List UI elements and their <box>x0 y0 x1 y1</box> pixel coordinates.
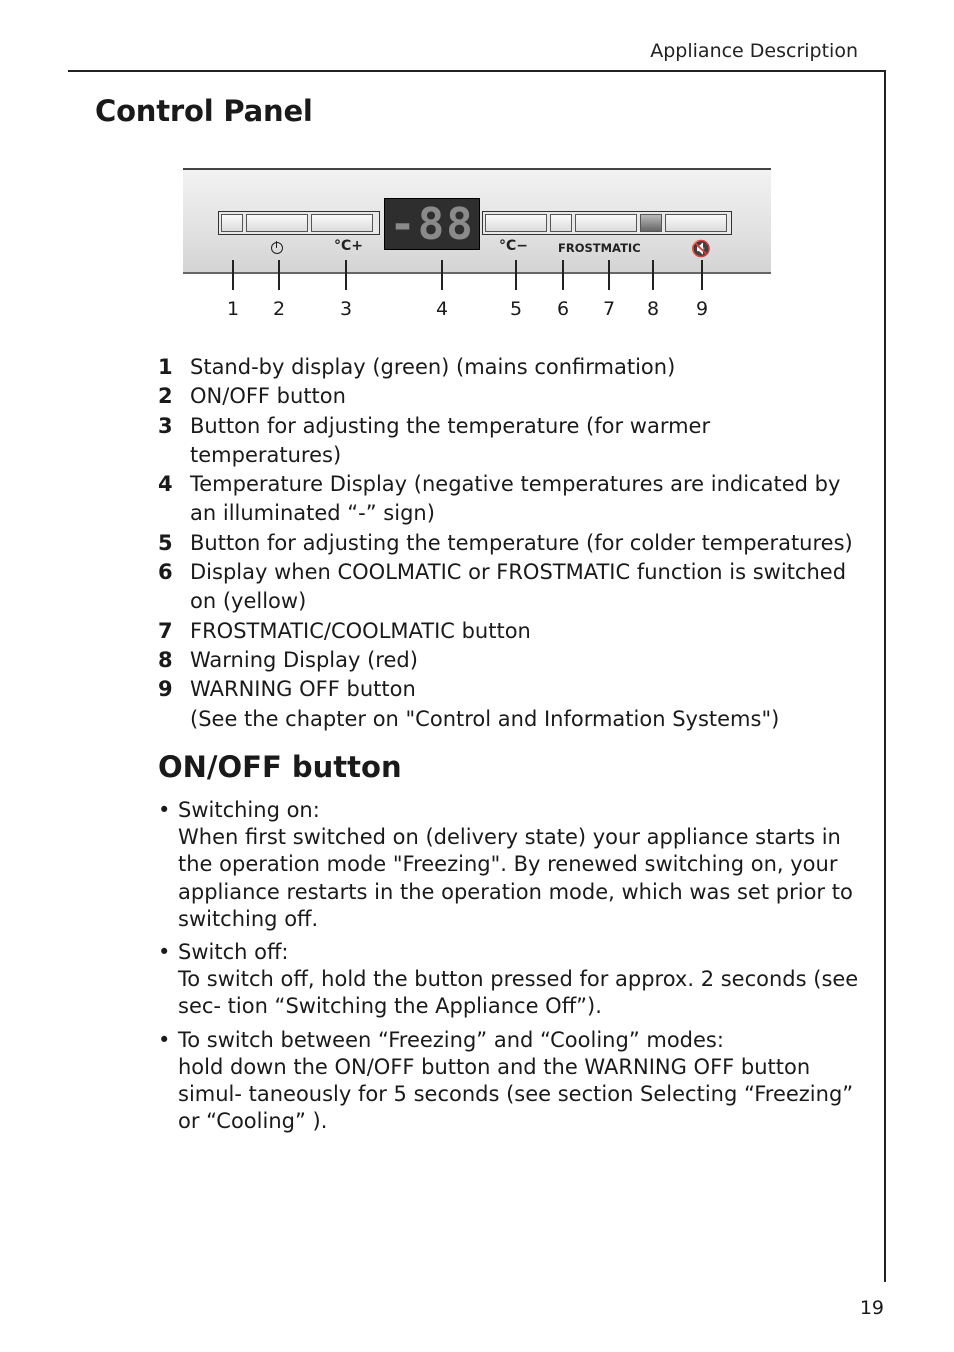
list-item <box>158 558 858 617</box>
bullet-list <box>158 797 863 1141</box>
margin-rule <box>884 70 886 1282</box>
list-item <box>158 412 858 471</box>
item-text: Button for adjusting the temperature (for warmer temperatures) <box>190 413 711 467</box>
item-number: 1 <box>158 355 173 379</box>
power-icon <box>271 242 283 254</box>
warmer-button-figure <box>311 214 373 232</box>
callout-number: 8 <box>646 298 660 320</box>
item-number: 8 <box>158 647 173 672</box>
control-panel-figure <box>183 168 771 274</box>
callout-number: 3 <box>339 298 353 320</box>
leader-line <box>232 260 234 290</box>
bullet-item <box>158 939 863 1021</box>
page-title: Control Panel <box>95 94 313 128</box>
bullet-body: To switch off, hold the button pressed for approx. 2 seconds (see sec- tion “Switching the Appliance Off”). <box>178 967 859 1019</box>
callout-number: 6 <box>556 298 570 320</box>
callout-number: 5 <box>509 298 523 320</box>
onoff-button-figure <box>246 214 308 232</box>
item-number: 5 <box>158 530 173 555</box>
list-item <box>158 617 858 646</box>
list-item <box>158 529 858 558</box>
item-number: 3 <box>158 413 173 438</box>
left-button-group <box>218 211 380 235</box>
item-number: 2 <box>158 384 173 409</box>
item-text: Temperature Display (negative temperatures are indicated by an illuminated “-” sign) <box>190 472 841 526</box>
callout-number: 1 <box>226 298 240 320</box>
item-number: 9 <box>158 677 173 702</box>
speaker-mute-icon: 🔇 <box>691 239 711 258</box>
callout-number: 7 <box>602 298 616 320</box>
leader-line <box>345 260 347 290</box>
bullet-head: Switching on: <box>178 798 320 822</box>
leader-line <box>515 260 517 290</box>
leader-line <box>441 260 443 290</box>
item-text: FROSTMATIC/COOLMATIC button <box>190 618 531 643</box>
list-item <box>158 382 858 411</box>
item-number: 6 <box>158 560 173 585</box>
warning-indicator <box>640 214 662 232</box>
item-text: Button for adjusting the temperature (for colder temperatures) <box>190 530 853 555</box>
list-note <box>158 705 858 734</box>
item-number: 4 <box>158 472 173 497</box>
list-item <box>158 470 858 529</box>
temperature-display-figure: -88 <box>384 198 480 250</box>
leader-line <box>562 260 564 290</box>
note-text: (See the chapter on "Control and Information Systems") <box>190 706 780 731</box>
item-text: ON/OFF button <box>190 384 346 409</box>
component-list <box>158 353 858 734</box>
leader-line <box>652 260 654 290</box>
colder-button-figure <box>485 214 547 232</box>
colder-label: °C− <box>499 238 529 254</box>
bullet-head: Switch off: <box>178 940 289 965</box>
bullet-body: hold down the ON/OFF button and the WARNING OFF button simul- taneously for 5 seconds (see section Selecting “Freezing” or “Cooling” ). <box>178 1054 854 1134</box>
frostmatic-indicator <box>550 214 572 232</box>
list-item <box>158 646 858 675</box>
page-number: 19 <box>859 1297 884 1319</box>
warning-off-button-figure <box>665 214 727 232</box>
item-text: Warning Display (red) <box>190 647 418 672</box>
warmer-label: °C+ <box>334 238 364 254</box>
frostmatic-button-figure <box>575 214 637 232</box>
list-item <box>158 675 858 704</box>
header-rule <box>68 70 886 72</box>
item-number: 7 <box>158 618 173 643</box>
frostmatic-label: FROSTMATIC <box>558 241 641 255</box>
item-text: Stand-by display (green) (mains confirmation) <box>190 355 676 379</box>
right-button-group <box>482 211 732 235</box>
bullet-item <box>158 1027 863 1136</box>
callout-number: 9 <box>695 298 709 320</box>
bullet-glyph: • <box>158 798 171 822</box>
bullet-glyph: • <box>158 1027 171 1052</box>
callout-number: 4 <box>435 298 449 320</box>
leader-line <box>608 260 610 290</box>
bullet-body: When first switched on (delivery state) your appliance starts in the operation mode "Freezing". By renewed switching on, your appliance restarts in the operation mode, which was set prior to switching off. <box>178 825 853 931</box>
item-text: WARNING OFF button <box>190 677 416 702</box>
leader-line <box>701 260 703 290</box>
callout-number: 2 <box>272 298 286 320</box>
list-item <box>158 353 858 382</box>
bullet-glyph: • <box>158 940 171 965</box>
section-heading: ON/OFF button <box>158 750 402 784</box>
running-header: Appliance Description <box>650 40 858 62</box>
bullet-item <box>158 797 863 933</box>
leader-line <box>278 260 280 290</box>
bullet-head: To switch between “Freezing” and “Cooling” modes: <box>178 1027 724 1052</box>
item-text: Display when COOLMATIC or FROSTMATIC function is switched on (yellow) <box>190 560 847 614</box>
standby-indicator <box>221 214 243 232</box>
